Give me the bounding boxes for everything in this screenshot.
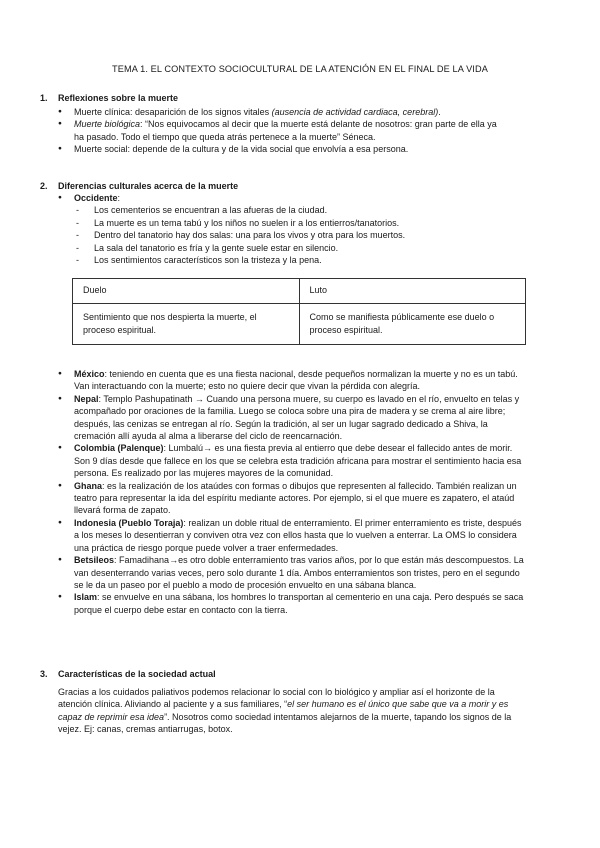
- table-row: [73, 304, 526, 345]
- cultures-list: [58, 368, 528, 616]
- occidente-dash-list: [74, 204, 528, 266]
- section-2-heading: [40, 180, 238, 192]
- section-3-heading: [40, 668, 216, 680]
- document-title: TEMA 1. EL CONTEXTO SOCIOCULTURAL DE LA ATENCIÓN EN EL FINAL DE LA VIDA: [112, 64, 488, 74]
- table-header-duelo: Duelo: [73, 279, 300, 304]
- list-item-ghana: ● Ghana: es la realización de los ataúdes con formas o dibujos que representen al fallecido. También realizan un teatro para representar la ida del espíritu mediante actores. Por ejemplo, si el que muere es zapatero, el ataúd llevará forma de zapato.: [58, 480, 528, 517]
- section-1-title: Reflexiones sobre la muerte: [58, 93, 179, 103]
- list-item-occidente: ● Occidente: - Los cementerios se encuentran a las afueras de la ciudad. - La muerte es un tema tabú y los niños no suelen ir a los entierros/tanatorios. - Dentro del tanatorio hay dos salas: una para los vivos y otra para los muertos. - La sala del tanatorio es fría y la gente suele estar en silencio. - Los sentimientos característicos son la tristeza y la pena.: [58, 192, 528, 266]
- section-3-paragraph: Gracias a los cuidados paliativos podemos relacionar lo social con lo biológico y ampliar así el horizonte de la atención clínica. Aliviando al paciente y a sus familiares, “el ser humano es el único que sabe que va a morir y es capaz de reprimir esa idea”. Nosotros como sociedad intentamos alejarnos de la muerte, tapando los signos de la vejez. Ej: canas, cremas antiarrugas, botox.: [58, 687, 512, 735]
- occidente-label: Occidente: [74, 193, 118, 203]
- table-cell-luto: Como se manifiesta públicamente ese duelo o proceso espiritual.: [299, 304, 526, 345]
- list-item: ● Muerte biológica: “Nos equivocamos al decir que la muerte está delante de nosotros: gran parte de ella ya ha pasado. Todo el tiempo que queda atrás pertenece a la muerte” Séneca.: [58, 118, 508, 143]
- section-1-number: 1.: [40, 93, 48, 103]
- dash-item: - Los cementerios se encuentran a las afueras de la ciudad.: [74, 204, 528, 216]
- section-1-list: [58, 106, 508, 156]
- list-item: ● Muerte clínica: desaparición de los signos vitales (ausencia de actividad cardiaca, cerebral).: [58, 106, 508, 118]
- list-item: ● Muerte social: depende de la cultura y de la vida social que envolvía a esa persona.: [58, 143, 508, 155]
- section-2-number: 2.: [40, 181, 48, 191]
- list-item-mexico: ● México: teniendo en cuenta que es una fiesta nacional, desde pequeños normalizan la muerte y no es un tabú. Van interactuando con la muerte; esto no quiere decir que vivan la pérdida con alegría.: [58, 368, 528, 393]
- dash-item: - Dentro del tanatorio hay dos salas: una para los vivos y otra para los muertos.: [74, 229, 528, 241]
- table-cell-duelo: Sentimiento que nos despierta la muerte, el proceso espiritual.: [73, 304, 300, 345]
- list-item-indonesia: ● Indonesia (Pueblo Toraja): realizan un doble ritual de enterramiento. El primer enterramiento es triste, después a los meses lo desentierran y conviven otra vez con ellos hasta que lo vuelven a enterrar. La OMS lo considera una práctica de riesgo porque puede volver a traer enfermedades.: [58, 517, 528, 554]
- section-3-title: Características de la sociedad actual: [58, 669, 216, 679]
- dash-item: - Los sentimientos característicos son la tristeza y la pena.: [74, 254, 528, 266]
- table-header-row: [73, 279, 526, 304]
- list-item-islam: ● Islam: se envuelve en una sábana, los hombres lo transportan al cementerio en una caja. Pero después se saca porque el cuerpo debe estar en contacto con la tierra.: [58, 591, 528, 616]
- section-3-number: 3.: [40, 669, 48, 679]
- list-item-colombia: ● Colombia (Palenque): Lumbalú→ es una fiesta previa al entierro que debe desear el fallecido antes de morir. Son 9 días desde que fallece en los que se celebra esta tradición africana para mostrar el sentimiento hacia esa persona. Es realizado por las mujeres mayores de la comunidad.: [58, 442, 528, 479]
- list-item-nepal: ● Nepal: Templo Pashupatinath → Cuando una persona muere, su cuerpo es lavado en el río, envuelto en telas y acompañado por oraciones de la familia. Luego se coloca sobre una pira de madera y se crema al aire libre; después, las cenizas se entregan al río. Según la tradición, al ser un lugar sagrado dedicado a Shiva, la cremación allí ayuda al alma a liberarse del ciclo de reencarnación.: [58, 393, 528, 443]
- dash-item: - La muerte es un tema tabú y los niños no suelen ir a los entierros/tanatorios.: [74, 217, 528, 229]
- occidente-list: [58, 192, 528, 266]
- dash-item: - La sala del tanatorio es fría y la gente suele estar en silencio.: [74, 242, 528, 254]
- section-1-heading: [40, 92, 178, 104]
- table-header-luto: Luto: [299, 279, 526, 304]
- section-2-title: Diferencias culturales acerca de la muerte: [58, 181, 239, 191]
- duelo-luto-table: [72, 278, 526, 345]
- list-item-betsileos: ● Betsileos: Famadihana→es otro doble enterramiento tras varios años, por lo que están más descompuestos. La van desenterrando varias veces, pero solo durante 1 día. Ambos enterramientos son tristes, pero en el segundo se le da un paseo por el pueblo a modo de procesión envuelto en una sábana blanca.: [58, 554, 528, 591]
- quote: el ser humano es el único que sabe que va a morir y es capaz de reprimir esa idea: [58, 699, 509, 722]
